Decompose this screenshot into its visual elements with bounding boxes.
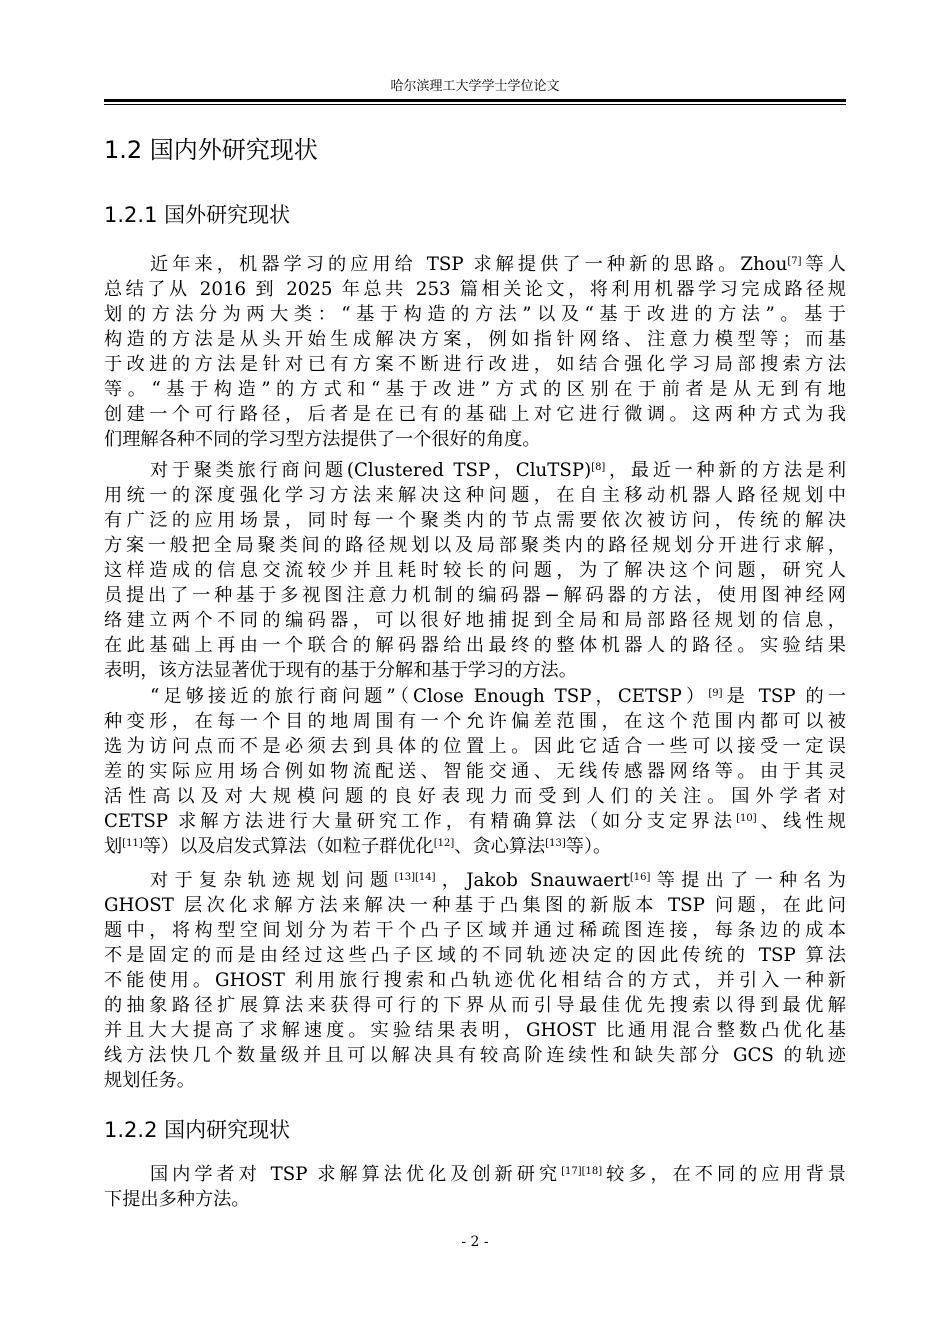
citation: [17][18] [561,1166,603,1177]
text-line: 种变形，在每一个目的地周围有一个允许偏差范围，在这个范围内都可以被 [104,711,846,732]
text-line: 有广泛的应用场景，同时每一个聚类内的节点需要依次被访问，传统的解决 [104,510,846,531]
citation: [12] [433,838,455,849]
text-line: 题中，将构型空间划分为若干个凸子区域并通过稀疏图连接，每条边的成本 [104,920,846,941]
text-line: 不能使用。GHOST 利用旅行搜索和凸轨迹优化相结合的方式，并引入一种新 [104,970,846,991]
text-line: 络建立两个不同的编码器，可以很好地捕捉到全局和局部路径规划的信息， [104,610,846,631]
text-line: 国内学者对 TSP 求解算法优化及创新研究[17][18]较多，在不同的应用背景 [150,1164,846,1185]
text-line: 表明，该方法显著优于现有的基于分解和基于学习的方法。 [104,660,577,681]
subsection-heading-domestic: 1.2.2 国内研究现状 [104,1118,291,1142]
text-line: “足够接近的旅行商问题”（Close Enough TSP，CETSP）[9]是 TSP 的一 [150,686,847,707]
text-line: 员提出了一种基于多视图注意力机制的编码器−解码器的方法，使用图神经网 [104,585,846,606]
text-line: 对于聚类旅行商问题(Clustered TSP，CluTSP)[8]，最近一种新的方法是利 [150,460,846,481]
text-line: 并且大大提高了求解速度。实验结果表明，GHOST 比通用混合整数凸优化基 [104,1020,846,1041]
subsection-heading-foreign: 1.2.1 国外研究现状 [104,203,291,227]
text-line: 们理解各种不同的学习型方法提供了一个很好的角度。 [104,429,541,450]
text-line: 不是固定的而是由经过这些凸子区域的不同轨迹决定的因此传统的 TSP 算法 [104,945,846,966]
text-line: 这样造成的信息交流较少并且耗时较长的问题，为了解决这个问题，研究人 [104,560,846,581]
paragraph-clutsp [104,458,846,683]
header-rule-thin [104,104,846,105]
section-heading: 1.2 国内外研究现状 [104,136,318,164]
text-line: 划[11]等）以及启发式算法（如粒子群优化[12]、贪心算法[13]等）。 [104,836,612,857]
text-line: 方案一般把全局聚类间的路径规划以及局部聚类内的路径规划分开进行求解， [104,535,846,556]
citation: [13][14] [394,872,436,883]
text-line: 在此基础上再由一个联合的解码器给出最终的整体机器人的路径。实验结果 [104,635,846,656]
text-line: 差的实际应用场合例如物流配送、智能交通、无线传感器网络等。由于其灵 [104,761,846,782]
page-number: - 2 - [461,1234,489,1250]
text-line: 于改进的方法是针对已有方案不断进行改进，如结合强化学习局部搜索方法 [104,354,846,375]
text-line: 等。“基于构造”的方式和“基于改进”方式的区别在于前者是从无到有地 [104,379,846,400]
running-header: 哈尔滨理工大学学士学位论文 [390,79,560,94]
citation: [11] [122,838,143,849]
text-line: 创建一个可行路径，后者是在已有的基础上对它进行微调。这两种方式为我 [104,404,846,425]
citation: [9] [708,688,723,699]
citation: [10] [736,813,757,824]
paragraph-ghost [104,868,846,1093]
citation: [7] [787,256,802,267]
text-line: 划的方法分为两大类：“基于构造的方法”以及“基于改进的方法”。基于 [104,304,846,325]
citation: [13] [545,838,566,849]
text-line: 规划任务。 [104,1070,195,1091]
header-rule-thick [104,99,846,102]
text-line: 线方法快几个数量级并且可以解决具有较高阶连续性和缺失部分 GCS 的轨迹 [104,1045,846,1066]
text-line: 总结了从 2016 到 2025 年总共 253 篇相关论文，将利用机器学习完成路径规 [104,279,846,300]
paragraph-domestic [104,1162,846,1212]
text-line: 的抽象路径扩展算法来获得可行的下界从而引导最佳优先搜索以得到最优解 [104,995,846,1016]
text-line: GHOST 层次化求解方法来解决一种基于凸集图的新版本 TSP 问题，在此问 [104,895,846,916]
text-line: CETSP 求解方法进行大量研究工作，有精确算法（如分支定界法[10]、线性规 [104,811,846,832]
text-line: 选为访问点而不是必须去到具体的位置上。因此它适合一些可以接受一定误 [104,736,846,757]
paragraph-cetsp [104,684,846,859]
paragraph-ml-tsp [104,252,846,452]
text-line: 近年来，机器学习的应用给 TSP 求解提供了一种新的思路。Zhou[7]等人 [150,254,846,275]
text-line: 用统一的深度强化学习方法来解决这种问题，在自主移动机器人路径规划中 [104,485,846,506]
text-line: 构造的方法是从头开始生成解决方案，例如指针网络、注意力模型等；而基 [104,329,846,350]
text-line: 下提出多种方法。 [104,1189,250,1210]
citation: [8] [591,462,606,473]
text-line: 对于复杂轨迹规划问题[13][14]，Jakob Snauwaert[16]等提出了一种名为 [150,870,846,891]
citation: [16] [629,872,651,883]
text-line: 活性高以及对大规模问题的良好表现力而受到人们的关注。国外学者对 [104,786,846,807]
